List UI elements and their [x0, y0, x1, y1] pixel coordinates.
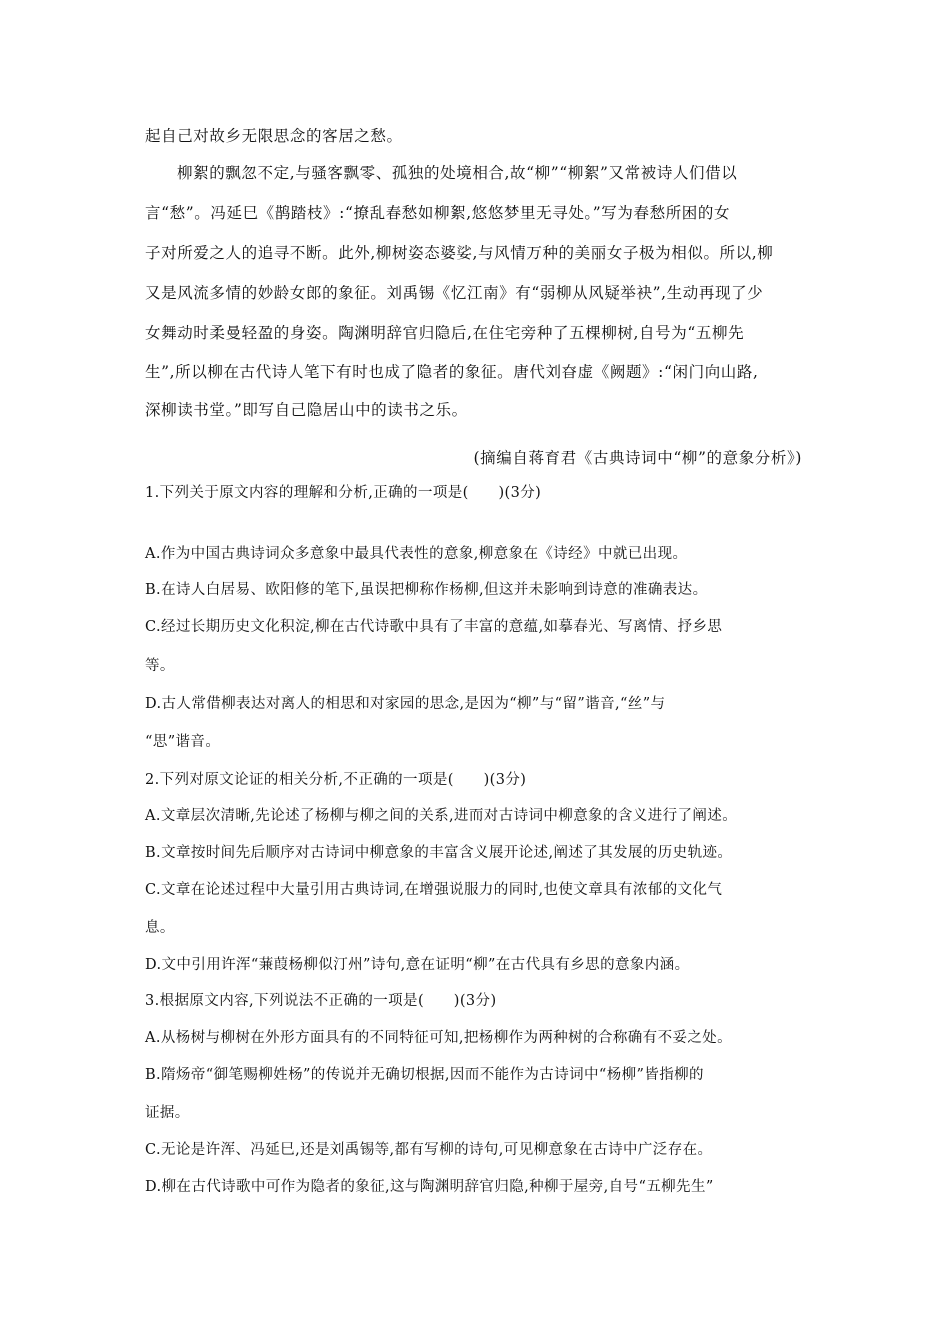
source-citation: (摘编自蒋育君《古典诗词中“柳”的意象分析》) [473, 449, 802, 467]
passage-line: 言“愁”。冯延巳《鹊踏枝》:“撩乱春愁如柳絮,悠悠梦里无寻处。”写为春愁所困的女 [145, 204, 731, 222]
passage-line: 深柳读书堂。”即写自己隐居山中的读书之乐。 [145, 401, 468, 419]
option-b: B.在诗人白居易、欧阳修的笔下,虽误把柳称作杨柳,但这并未影响到诗意的准确表达。 [145, 582, 708, 598]
option-a: A.文章层次清晰,先论述了杨柳与柳之间的关系,进而对古诗词中柳意象的含义进行了阐述。 [145, 808, 738, 824]
option-b-continued: 证据。 [145, 1105, 190, 1121]
question-stem: 2.下列对原文论证的相关分析,不正确的一项是( )(3分) [145, 772, 527, 788]
question-stem: 1.下列关于原文内容的理解和分析,正确的一项是( )(3分) [145, 485, 542, 501]
option-d-continued: “思”谐音。 [145, 734, 221, 750]
option-c-continued: 等。 [145, 658, 175, 674]
option-d: D.文中引用许浑“蒹葭杨柳似汀州”诗句,意在证明“柳”在古代具有乡思的意象内涵。 [145, 957, 690, 973]
passage-line: 子对所爱之人的追寻不断。此外,柳树姿态婆娑,与风情万种的美丽女子极为相似。所以,柳 [145, 244, 774, 262]
option-c: C.经过长期历史文化积淀,柳在古代诗歌中具有了丰富的意蕴,如摹春光、写离情、抒乡思 [145, 619, 723, 635]
passage-line: 生”,所以柳在古代诗人笔下有时也成了隐者的象征。唐代刘昚虚《阙题》:“闲门向山路, [145, 363, 759, 381]
option-b: B.文章按时间先后顺序对古诗词中柳意象的丰富含义展开论述,阐述了其发展的历史轨迹。 [145, 845, 733, 861]
option-a: A.作为中国古典诗词众多意象中最具代表性的意象,柳意象在《诗经》中就已出现。 [145, 546, 688, 562]
option-b: B.隋炀帝“御笔赐柳姓杨”的传说并无确切根据,因而不能作为古诗词中“杨柳”皆指柳的 [145, 1067, 704, 1083]
option-c-continued: 息。 [145, 920, 175, 936]
passage-line: 又是风流多情的妙龄女郎的象征。刘禹锡《忆江南》有“弱柳从风疑举袂”,生动再现了少 [145, 284, 764, 302]
option-c: C.无论是许浑、冯延巳,还是刘禹锡等,都有写柳的诗句,可见柳意象在古诗中广泛存在。 [145, 1142, 713, 1158]
passage-line: 柳絮的飘忽不定,与骚客飘零、孤独的处境相合,故“柳”“柳絮”又常被诗人们借以 [177, 164, 738, 182]
question-stem: 3.根据原文内容,下列说法不正确的一项是( )(3分) [145, 993, 497, 1009]
option-d: D.柳在古代诗歌中可作为隐者的象征,这与陶渊明辞官归隐,种柳于屋旁,自号“五柳先生” [145, 1179, 714, 1195]
passage-line: 女舞动时柔曼轻盈的身姿。陶渊明辞官归隐后,在住宅旁种了五棵柳树,自号为“五柳先 [145, 324, 745, 342]
option-d: D.古人常借柳表达对离人的相思和对家园的思念,是因为“柳”与“留”谐音,“丝”与 [145, 696, 666, 712]
option-c: C.文章在论述过程中大量引用古典诗词,在增强说服力的同时,也使文章具有浓郁的文化气 [145, 882, 723, 898]
passage-line: 起自己对故乡无限思念的客居之愁。 [145, 127, 403, 145]
option-a: A.从杨树与柳树在外形方面具有的不同特征可知,把杨柳作为两种树的合称确有不妥之处。 [145, 1030, 733, 1046]
